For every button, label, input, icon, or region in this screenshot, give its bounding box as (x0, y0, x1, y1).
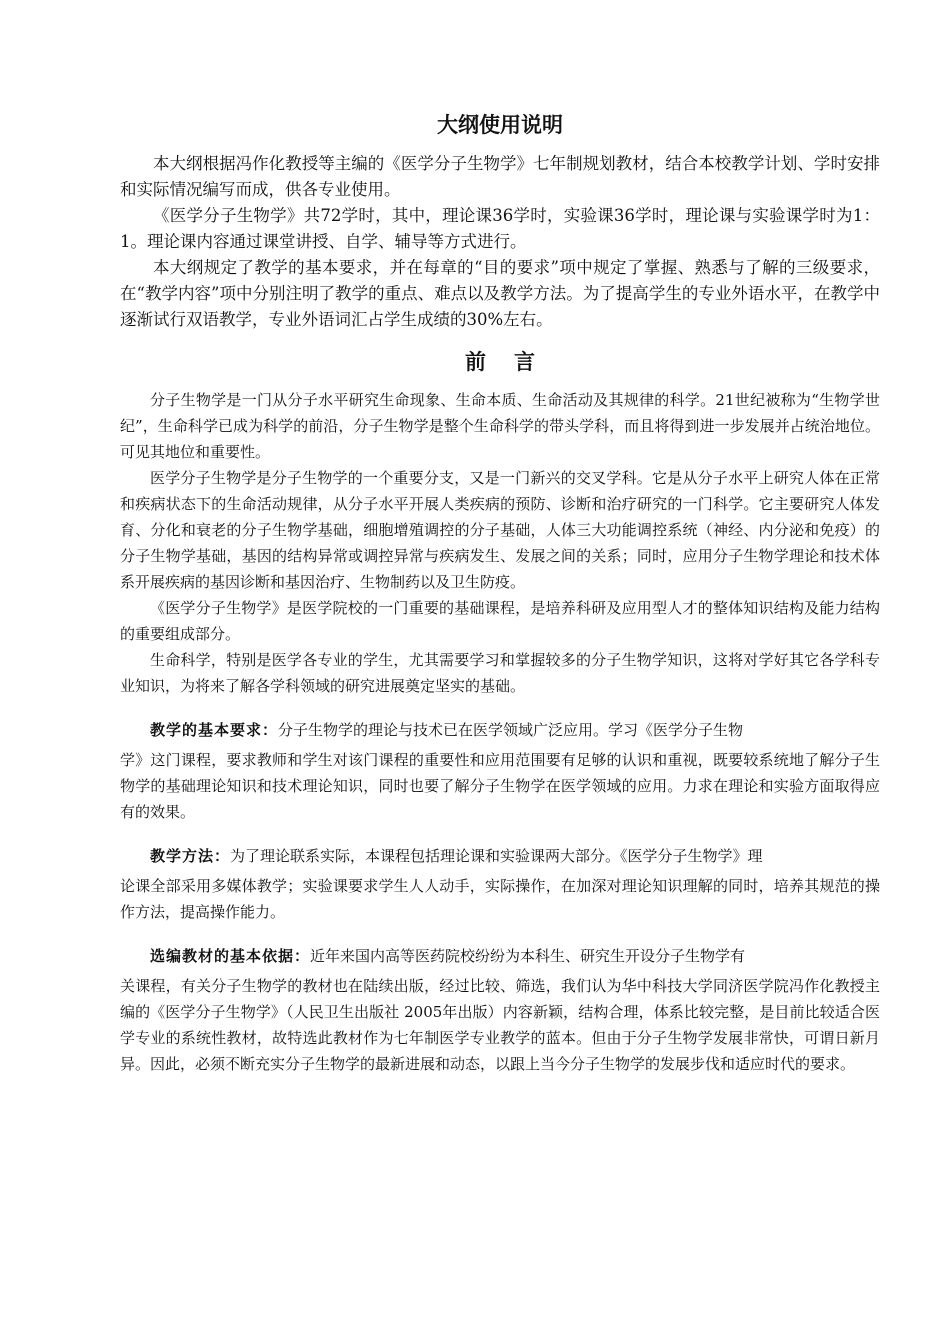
section-body: 论课全部采用多媒体教学；实验课要求学生人人动手，实际操作，在加深对理论知识理解的同时，培养其规范的操作方法，提高操作能力。 (120, 876, 880, 921)
preface-paragraph-4: 生命科学，特别是医学各专业的学生，尤其需要学习和掌握较多的分子生物学知识，这将对学好其它各学科专业知识，为将来了解各学科领域的研究进展奠定坚实的基础。 (120, 650, 880, 695)
preface-paragraph-3: 《医学分子生物学》是医学院校的一门重要的基础课程，是培养科研及应用型人才的整体知识结构及能力结构的重要组成部分。 (120, 598, 880, 643)
usage-paragraph-2: 《医学分子生物学》共72学时，其中，理论课36学时，实验课36学时，理论课与实验课学时为1：1。理论课内容通过课堂讲授、自学、辅导等方式进行。 (120, 206, 880, 252)
section-teaching-methods (120, 839, 880, 925)
section-body: 关课程，有关分子生物学的教材也在陆续出版，经过比较、筛选，我们认为华中科技大学同济医学院冯作化教授主编的《医学分子生物学》（人民卫生出版社 2005年出版）内容新颖，结构合理，体系比较完整，是目前比较适合医学专业的系统性教材，故特选此教材作为七年制医学专业教学的蓝本。但由于分子生物学发展非常快，可谓日新月异。因此，必须不断充实分子生物学的最新进展和动态，以跟上当今分子生物学的发展步伐和适应时代的要求。 (120, 976, 880, 1073)
usage-paragraph-3: 本大纲规定了教学的基本要求，并在每章的“目的要求”项中规定了掌握、熟悉与了解的三级要求，在“教学内容”项中分别注明了教学的重点、难点以及教学方法。为了提高学生的专业外语水平，在教学中逐渐试行双语教学，专业外语词汇占学生成绩的30%左右。 (120, 258, 880, 330)
document-content (120, 112, 880, 1077)
preface-title: 前言 (465, 350, 563, 375)
section-first-line (120, 839, 880, 873)
section-text: 分子生物学的理论与技术已在医学领域广泛应用。学习《医学分子生物 (278, 720, 744, 739)
usage-title: 大纲使用说明 (437, 113, 563, 137)
section-first-line (120, 939, 880, 973)
section-body: 学》这门课程，要求教师和学生对该门课程的重要性和应用范围要有足够的认识和重视，既要较系统地了解分子生物学的基础理论知识和技术理论知识，同时也要了解分子生物学在医学领域的应用。力求在理论和实验方面取得应有的效果。 (120, 750, 880, 821)
section-heading: 教学方法： (150, 846, 231, 865)
section-textbook-basis (120, 939, 880, 1077)
section-heading: 教学的基本要求： (150, 720, 279, 739)
section-text: 近年来国内高等医药院校纷纷为本科生、研究生开设分子生物学有 (310, 946, 746, 965)
preface-paragraph-2: 医学分子生物学是分子生物学的一个重要分支，又是一门新兴的交叉学科。它是从分子水平上研究人体在正常和疾病状态下的生命活动规律，从分子水平开展人类疾病的预防、诊断和治疗研究的一门科学。它主要研究人体发育、分化和衰老的分子生物学基础，细胞增殖调控的分子基础，人体三大功能调控系统（神经、内分泌和免疫）的分子生物学基础，基因的结构异常或调控异常与疾病发生、发展之间的关系；同时，应用分子生物学理论和技术体系开展疾病的基因诊断和基因治疗、生物制药以及卫生防疫。 (120, 468, 880, 591)
preface-paragraph-1: 分子生物学是一门从分子水平研究生命现象、生命本质、生命活动及其规律的科学。21世纪被称为“生物学世纪”，生命科学已成为科学的前沿，分子生物学是整个生命科学的带头学科，而且将得到进一步发展并占统治地位。可见其地位和重要性。 (120, 390, 880, 461)
section-text: 为了理论联系实际，本课程包括理论课和实验课两大部分。《医学分子生物学》理 (230, 846, 763, 865)
usage-paragraph-1: 本大纲根据冯作化教授等主编的《医学分子生物学》七年制规划教材，结合本校教学计划、学时安排和实际情况编写而成，供各专业使用。 (120, 154, 880, 200)
section-first-line (120, 713, 880, 747)
section-teaching-requirements (120, 713, 880, 825)
section-heading: 选编教材的基本依据： (150, 946, 311, 965)
